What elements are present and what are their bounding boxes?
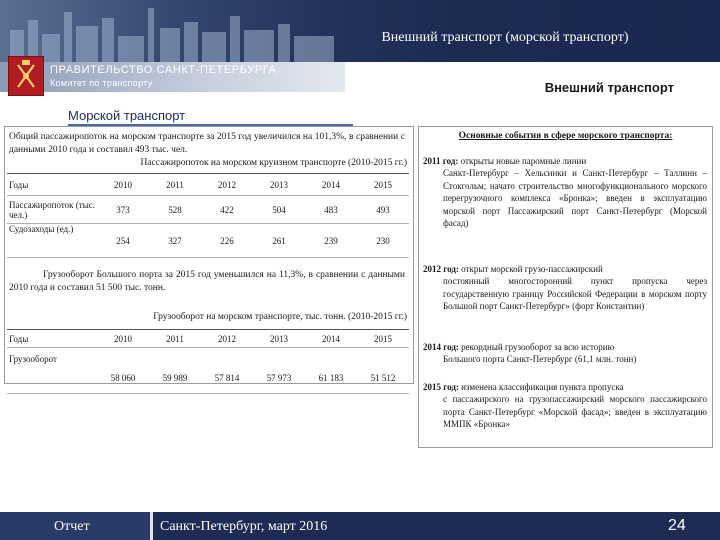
table-row [7, 224, 409, 258]
footer-separator [150, 512, 153, 540]
header-banner [0, 0, 720, 62]
year-cell: 2012 [201, 330, 253, 348]
cargo-table [7, 329, 409, 394]
value-cell: 59 989 [149, 348, 201, 394]
row-label: Судозаходы (ед.) [7, 224, 97, 258]
value-cell: 57 814 [201, 348, 253, 394]
value-cell: 493 [357, 196, 409, 224]
year-cell: 2014 [305, 174, 357, 196]
event-text: Санкт-Петербург – Хельсинки и Санкт-Петербург – Таллинн – Стокгольм; начато строительство многофункционального морского перегрузочного комплекса «Бронка»; введен в эксплуатацию морской порт Пассажирский порт Санкт-Петербург (Морской фасад) [443, 168, 707, 229]
event-first-line: открыт морской грузо-пассажирский [461, 264, 603, 274]
value-cell: 422 [201, 196, 253, 224]
year-cell: 2014 [305, 330, 357, 348]
page-number: 24 [668, 517, 686, 534]
table-row [7, 196, 409, 224]
event-year: 2011 год: [423, 156, 459, 166]
event-first-line: открыты новые паромные линии [460, 156, 587, 166]
table-row [7, 348, 409, 394]
value-cell: 61 183 [305, 348, 357, 394]
header-title: Внешний транспорт (морской транспорт) [381, 30, 629, 45]
event-year: 2012 год: [423, 264, 459, 274]
year-cell: 2010 [97, 174, 149, 196]
passenger-caption: Пассажиропоток на морском круизном транспорте (2010-2015 гг.) [140, 158, 407, 168]
event-item [423, 263, 707, 313]
value-cell: 528 [149, 196, 201, 224]
passenger-intro: Общий пассажиропоток на морском транспорте за 2015 год увеличился на 101,3%, в сравнении с данными 2010 года и составил 493 тыс. чел. [9, 132, 405, 155]
table-header-row [7, 174, 409, 196]
year-cell: 2011 [149, 330, 201, 348]
table-header-label: Годы [7, 330, 97, 348]
year-cell: 2015 [357, 174, 409, 196]
passenger-table [7, 173, 409, 258]
value-cell: 58 060 [97, 348, 149, 394]
event-item [423, 381, 707, 431]
value-cell: 239 [305, 224, 357, 258]
footer-report-label: Отчет [54, 519, 90, 534]
row-label: Пассажиропоток (тыс. чел.) [7, 196, 97, 224]
event-item [423, 341, 707, 366]
events-title: Основные события в сфере морского транспорта: [458, 131, 673, 141]
value-cell: 230 [357, 224, 409, 258]
event-text: постоянный многосторонний пункт пропуска через государственную границу Российской Федерации в морском порту Большой порт Санкт-Петербург» (форт Константин) [443, 276, 707, 312]
value-cell: 327 [149, 224, 201, 258]
year-cell: 2015 [357, 330, 409, 348]
cargo-caption: Грузооборот на морском транспорте, тыс. тонн. (2010-2015 гг.) [153, 312, 407, 322]
event-year: 2014 год: [423, 342, 459, 352]
value-cell: 57 973 [253, 348, 305, 394]
committee-name: Комитет по транспорту [50, 78, 153, 88]
government-name: ПРАВИТЕЛЬСТВО САНКТ-ПЕТЕРБУРГА [50, 64, 277, 76]
event-first-line: рекордный грузооборот за всю историю [461, 342, 615, 352]
footer-bar [0, 512, 720, 540]
cargo-intro: Грузооборот Большого порта за 2015 год уменьшился на 11,3%, в сравнении с данными 2010 года и составил 51 500 тыс. тонн. [9, 270, 405, 293]
event-text: Большого порта Санкт-Петербург (61,1 млн. тонн) [443, 354, 637, 365]
subsection-title: Морской транспорт [68, 108, 186, 123]
table-header-label: Годы [7, 174, 97, 196]
year-cell: 2011 [149, 174, 201, 196]
statistics-panel [4, 126, 414, 384]
event-first-line: изменена классификация пункта пропуска [461, 382, 624, 392]
events-panel [418, 126, 713, 448]
value-cell: 254 [97, 224, 149, 258]
year-cell: 2010 [97, 330, 149, 348]
value-cell: 483 [305, 196, 357, 224]
value-cell: 51 512 [357, 348, 409, 394]
event-item [423, 155, 707, 229]
year-cell: 2012 [201, 174, 253, 196]
value-cell: 504 [253, 196, 305, 224]
value-cell: 226 [201, 224, 253, 258]
event-year: 2015 год: [423, 382, 459, 392]
value-cell: 373 [97, 196, 149, 224]
year-cell: 2013 [253, 174, 305, 196]
row-label: Грузооборот [7, 348, 97, 394]
table-header-row [7, 330, 409, 348]
footer-city-date: Санкт-Петербург, март 2016 [160, 519, 328, 534]
coat-of-arms-icon [8, 56, 44, 96]
year-cell: 2013 [253, 330, 305, 348]
section-title: Внешний транспорт [544, 80, 674, 95]
event-text: с пассажирского на грузопассажирский морского пассажирского порта Санкт-Петербург «Морской фасад»; введен в эксплуатацию ММПК «Бронка» [443, 394, 707, 430]
value-cell: 261 [253, 224, 305, 258]
